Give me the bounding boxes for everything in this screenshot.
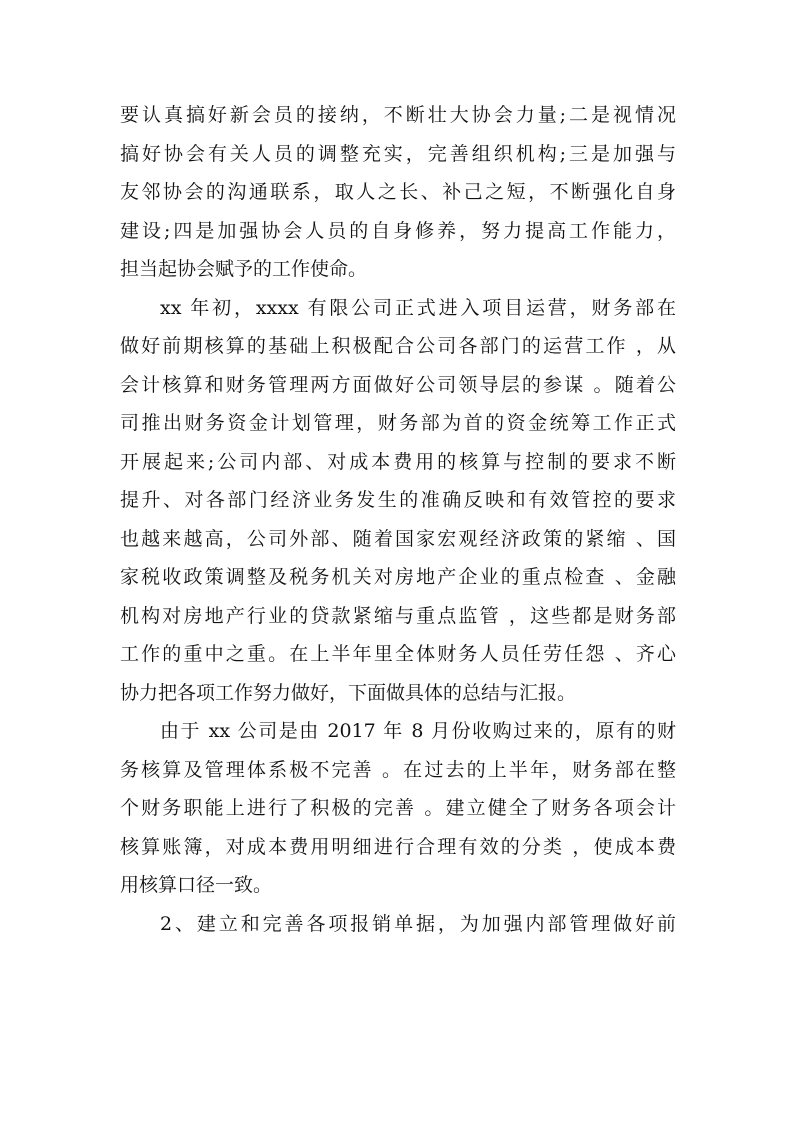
text-line: 友邻协会的沟通联系，取人之长、补己之短，不断强化自身 — [120, 181, 676, 203]
text-line: 开展起来;公司内部、对成本费用的核算与控制的要求不断 — [120, 450, 676, 473]
text-line: 机构对房地产行业的贷款紧缩与重点监管 ，这些都是财务部 — [120, 604, 676, 627]
text-line: 担当起协会赋予的工作使命。 — [120, 258, 368, 280]
text-line: 由于 xx 公司是由 2017 年 8 月份收购过来的，原有的财 — [160, 720, 676, 742]
text-line: 2、建立和完善各项报销单据，为加强内部管理做好前 — [160, 912, 676, 935]
text-line: 建设;四是加强协会人员的自身修养，努力提高工作能力， — [120, 219, 676, 242]
text-line: 用核算口径一致。 — [120, 874, 273, 896]
text-line: xx 年初，xxxx 有限公司正式进入项目运营，财务部在 — [160, 296, 676, 319]
text-line: 家税收政策调整及税务机关对房地产企业的重点检查 、金融 — [120, 566, 676, 588]
text-line: 搞好协会有关人员的调整充实，完善组织机构;三是加强与 — [120, 142, 676, 165]
text-line: 协力把各项工作努力做好，下面做具体的总结与汇报。 — [120, 681, 577, 704]
text-line: 核算账簿，对成本费用明细进行合理有效的分类 ，使成本费 — [120, 835, 676, 858]
text-line: 要认真搞好新会员的接纳，不断壮大协会力量;二是视情况 — [120, 104, 676, 126]
text-line: 会计核算和财务管理两方面做好公司领导层的参谋 。随着公 — [120, 373, 676, 396]
text-line: 也越来越高，公司外部、随着国家宏观经济政策的紧缩 、国 — [120, 527, 676, 550]
text-line: 个财务职能上进行了积极的完善 。建立健全了财务各项会计 — [120, 797, 676, 819]
body-text — [120, 96, 676, 943]
text-line: 提升、对各部门经济业务发生的准确反映和有效管控的要求 — [120, 489, 676, 511]
text-line: 工作的重中之重。在上半年里全体财务人员任劳任怨 、齐心 — [120, 643, 676, 665]
text-line: 司推出财务资金计划管理，财务部为首的资金统筹工作正式 — [120, 412, 676, 434]
text-line: 务核算及管理体系极不完善 。在过去的上半年，财务部在整 — [120, 758, 676, 781]
text-line: 做好前期核算的基础上积极配合公司各部门的运营工作 ，从 — [120, 335, 676, 357]
